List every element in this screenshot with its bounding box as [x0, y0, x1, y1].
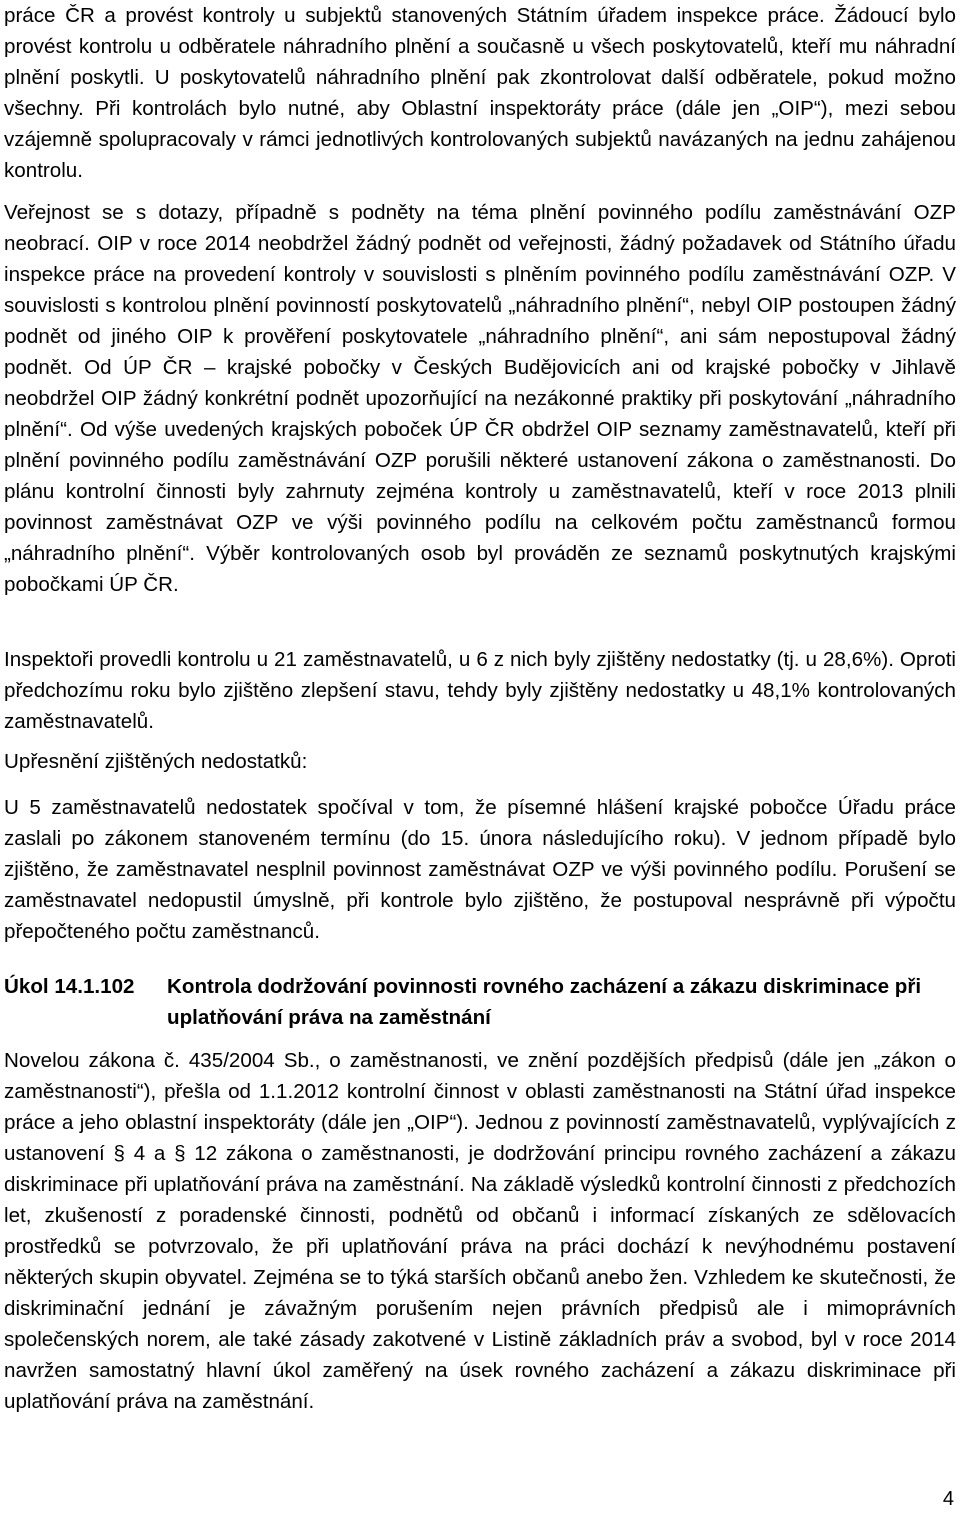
task-title: Kontrola dodržování povinnosti rovného zacházení a zákazu diskriminace při uplatňování práva na zaměstnání: [167, 975, 922, 1029]
task-number: Úkol 14.1.102: [4, 975, 135, 998]
paragraph-inspection-results: Inspektoři provedli kontrolu u 21 zaměstnavatelů, u 6 z nich byly zjištěny nedostatky (tj. u 28,6%). Oproti předchozímu roku bylo zjištěno zlepšení stavu, tehdy byly zjištěny nedostatky u 48,1% kontrolovaných zaměstnavatelů.: [4, 648, 956, 733]
paragraph-control-cooperation: práce ČR a provést kontroly u subjektů stanovených Státním úřadem inspekce práce. Žádoucí bylo provést kontrolu u odběratele náhradního plnění a současně u všech poskytovatelů, kteří mu náhradní plnění poskytli. U poskytovatelů náhradního plnění pak zkontrolovat další odběratele, pokud možno všechny. Při kontrolách bylo nutné, aby Oblastní inspektoráty práce (dále jen „OIP“), mezi sebou vzájemně spolupracovaly v rámci jednotlivých kontrolovaných subjektů navázaných na jednu zahájenou kontrolu.: [4, 4, 956, 182]
paragraph-public-complaints: Veřejnost se s dotazy, případně s podněty na téma plnění povinného podílu zaměstnávání OZP neobrací. OIP v roce 2014 neobdržel žádný podnět od veřejnosti, žádný požadavek od Státního úřadu inspekce práce na provedení kontroly v souvislosti s plněním povinného podílu zaměstnávání OZP. V souvislosti s kontrolou plnění povinností poskytovatelů „náhradního plnění“, nebyl OIP postoupen žádný podnět od jiného OIP k prověření poskytovatele „náhradního plnění“, ani sám nepostupoval žádný podnět. Od ÚP ČR – krajské pobočky v Českých Budějovicích ani od krajské pobočky v Jihlavě neobdržel OIP žádný konkrétní podnět upozorňující na nezákonné praktiky při poskytování „náhradního plnění“. Od výše uvedených krajských poboček ÚP ČR obdržel OIP seznamy zaměstnavatelů, kteří při plnění povinného podílu zaměstnávání OZP porušili některé ustanovení zákona o zaměstnanosti. Do plánu kontrolní činnosti byly zahrnuty zejména kontroly u zaměstnavatelů, kteří v roce 2013 plnili povinnost zaměstnávat OZP ve výši povinného podílu na celkovém počtu zaměstnanců formou „náhradního plnění“. Výběr kontrolovaných osob byl prováděn ze seznamů poskytnutých krajskými pobočkami ÚP ČR.: [4, 201, 956, 596]
paragraph-deficiencies-heading: Upřesnění zjištěných nedostatků:: [4, 750, 308, 773]
paragraph-deficiencies-detail: U 5 zaměstnavatelů nedostatek spočíval v tom, že písemné hlášení krajské pobočce Úřadu práce zaslali po zákonem stanoveném termínu (do 15. února následujícího roku). V jednom případě bylo zjištěno, že zaměstnavatel nesplnil povinnost zaměstnávat OZP ve výši povinného podílu. Porušení se zaměstnavatel nedopustil úmyslně, při kontrole bylo zjištěno, že postupoval nesprávně při výpočtu přepočteného počtu zaměstnanců.: [4, 796, 956, 943]
page-number: 4: [942, 1488, 954, 1510]
paragraph-equal-treatment: Novelou zákona č. 435/2004 Sb., o zaměstnanosti, ve znění pozdějších předpisů (dále jen „zákon o zaměstnanosti“), přešla od 1.1.2012 kontrolní činnost v oblasti zaměstnanosti na Státní úřad inspekce práce a jeho oblastní inspektoráty (dále jen „OIP“). Jednou z povinností zaměstnavatelů, vyplývajících z ustanovení § 4 a § 12 zákona o zaměstnanosti, je dodržování principu rovného zacházení a zákazu diskriminace při uplatňování práva na zaměstnání. Na základě výsledků kontrolní činnosti z předchozích let, zkušeností z poradenské činnosti, podnětů od občanů i informací získaných ze sdělovacích prostředků se potvrzovalo, že při uplatňování práva na práci dochází k nevýhodnému postavení některých skupin obyvatel. Zejména se to týká starších občanů anebo žen. Vzhledem ke skutečnosti, že diskriminační jednání je závažným porušením nejen právních předpisů ale i mimoprávních společenských norem, ale také zásady zakotvené v Listině základních práv a svobod, byl v roce 2014 navržen samostatný hlavní úkol zaměřený na úsek rovného zacházení a zákazu diskriminace při uplatňování práva na zaměstnání.: [4, 1049, 956, 1413]
